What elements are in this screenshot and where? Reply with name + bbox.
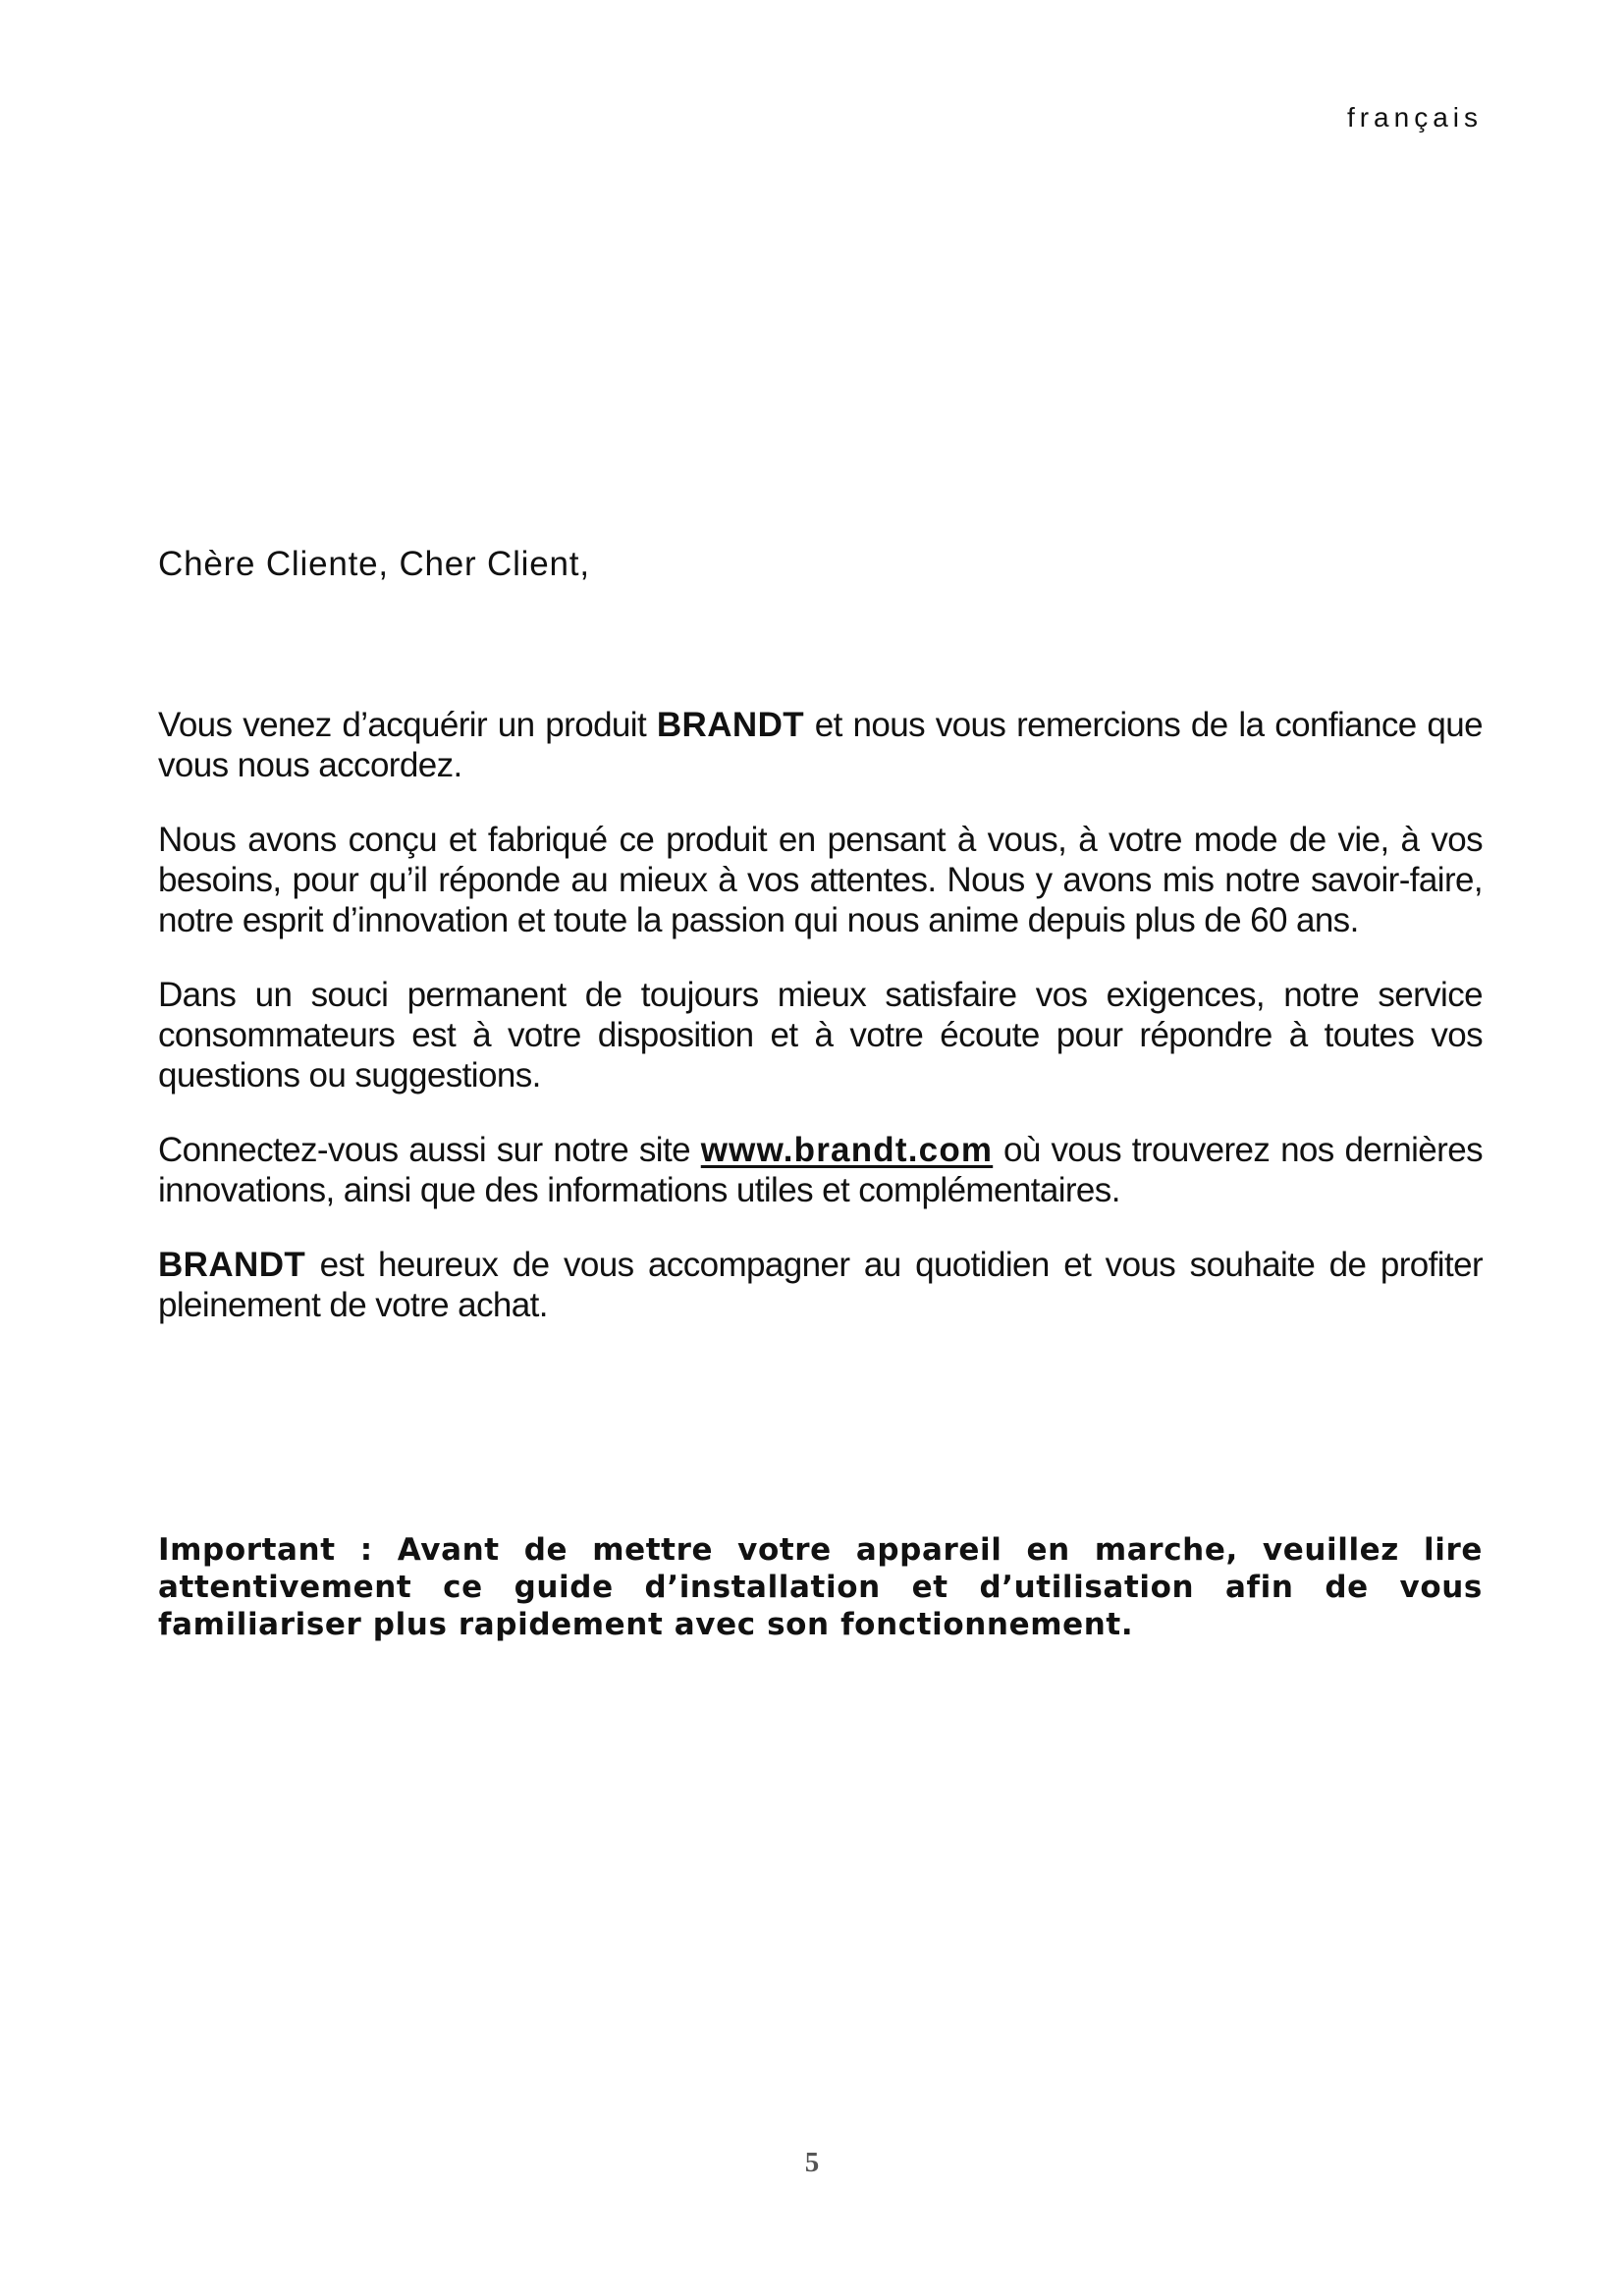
letter-body	[158, 705, 1483, 1325]
paragraph-website-start: Connectez-vous aussi sur notre site	[158, 1131, 701, 1169]
paragraph-intro-end: et nous vous remercions de la confiance que vous nous accordez.	[158, 706, 1483, 784]
paragraph-website	[158, 1130, 1483, 1210]
language-label: français	[1346, 102, 1483, 133]
page-number: 5	[804, 2147, 820, 2178]
paragraph-intro-start: Vous venez d’acquérir un produit	[158, 706, 657, 744]
salutation: Chère Cliente, Cher Client,	[158, 545, 590, 583]
brand-name: BRANDT	[656, 706, 805, 744]
website-link[interactable]: www.brandt.com	[700, 1131, 994, 1169]
important-notice: Important : Avant de mettre votre appareil en marche, veuillez lire attentivement ce guide d’installation et d’utilisation afin de vous familiariser plus rapidement avec son fonctionnement.	[158, 1532, 1483, 1642]
paragraph-closing	[158, 1245, 1483, 1325]
paragraph-closing-text: est heureux de vous accompagner au quotidien et vous souhaite de profiter pleinement de votre achat.	[158, 1246, 1483, 1324]
paragraph-service: Dans un souci permanent de toujours mieux satisfaire vos exigences, notre service consommateurs est à votre disposition et à votre écoute pour répondre à toutes vos questions ou suggestions.	[158, 976, 1483, 1095]
brand-name: BRANDT	[158, 1246, 306, 1284]
paragraph-design: Nous avons conçu et fabriqué ce produit en pensant à vous, à votre mode de vie, à vos besoins, pour qu’il réponde au mieux à vos attentes. Nous y avons mis notre savoir-faire, notre esprit d’innovation et toute la passion qui nous anime depuis plus de 60 ans.	[158, 821, 1483, 939]
paragraph-intro	[158, 705, 1483, 785]
paragraph-website-end: où vous trouverez nos dernières innovations, ainsi que des informations utiles et complémentaires.	[158, 1131, 1483, 1209]
